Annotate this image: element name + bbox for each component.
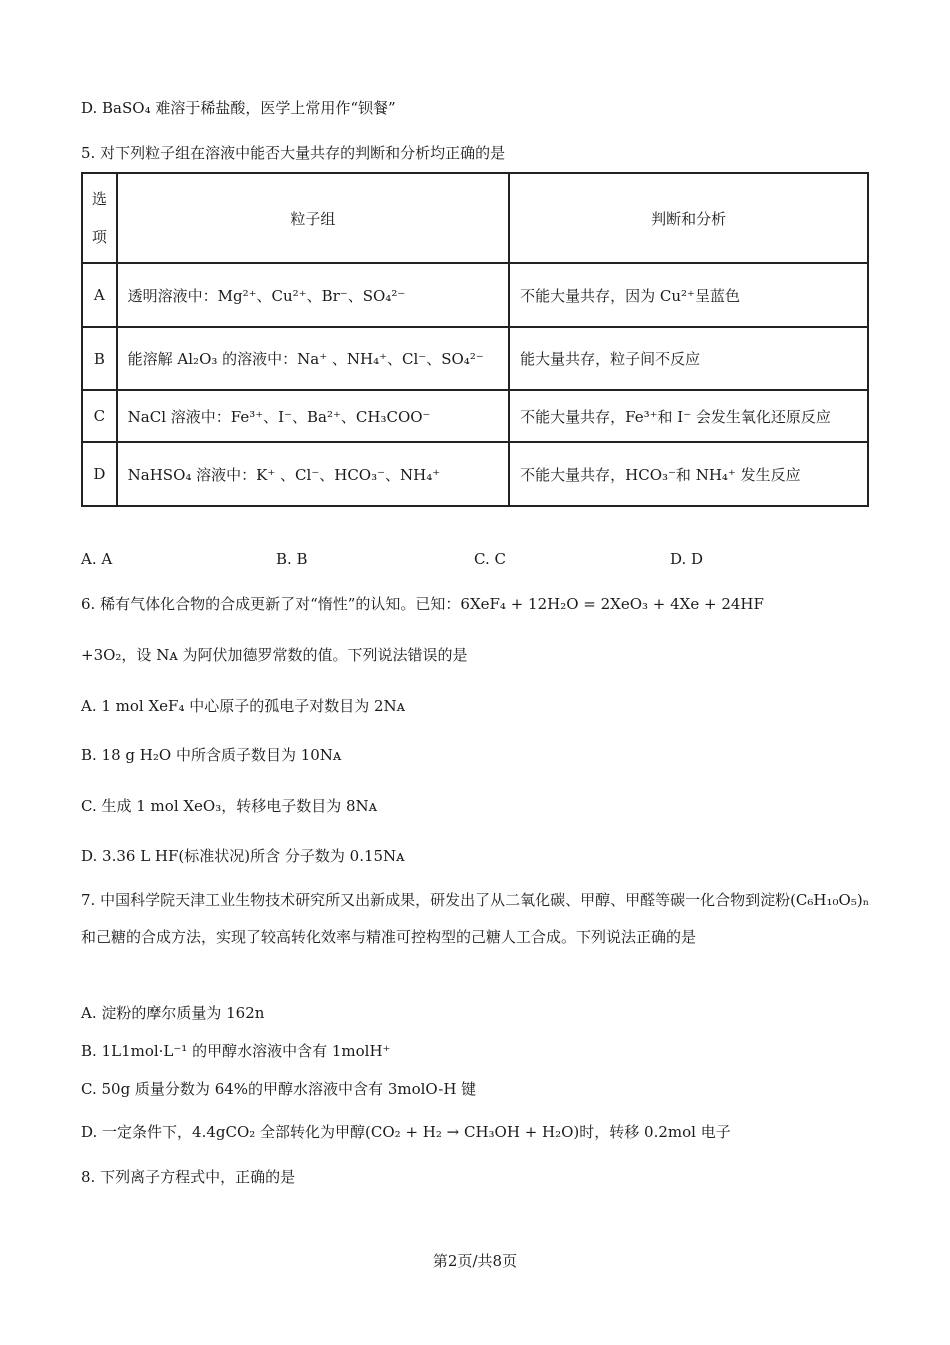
q6-option-c: C. 生成 1 mol XeO₃，转移电子数目为 8Nᴀ [81,797,378,815]
row-option: B [82,327,117,390]
q7-option-a: A. 淀粉的摩尔质量为 162n [81,1004,265,1022]
table-row [82,442,868,506]
q7-option-d: D. 一定条件下，4.4gCO₂ 全部转化为甲醇(CO₂ + H₂ → CH₃OH + H₂O)时，转移 0.2mol 电子 [81,1123,731,1141]
header-particles: 粒子组 [117,173,509,263]
row-particles: 能溶解 Al₂O₃ 的溶液中：Na⁺ 、NH₄⁺、Cl⁻、SO₄²⁻ [117,327,509,390]
q6-option-d: D. 3.36 L HF(标准状况)所含 分子数为 0.15Nᴀ [81,847,405,865]
q7-stem: 7. 中国科学院天津工业生物技术研究所又出新成果，研发出了从二氧化碳、甲醇、甲醛等碳一化合物到淀粉(C₆H₁₀O₅)ₙ 和己糖的合成方法，实现了较高转化效率与精准可控构型的己糖人工合成。下列说法正确的是 [81,891,870,946]
header-analysis: 判断和分析 [509,173,868,263]
row-analysis: 不能大量共存，HCO₃⁻和 NH₄⁺ 发生反应 [509,442,868,506]
q5-choice-b: B. B [276,550,308,568]
row-analysis: 不能大量共存，Fe³⁺和 I⁻ 会发生氧化还原反应 [509,390,868,442]
row-particles: NaHSO₄ 溶液中：K⁺ 、Cl⁻、HCO₃⁻、NH₄⁺ [117,442,509,506]
table-header-row [82,173,868,263]
table-row [82,390,868,442]
row-particles: 透明溶液中：Mg²⁺、Cu²⁺、Br⁻、SO₄²⁻ [117,263,509,327]
row-option: A [82,263,117,327]
row-option: C [82,390,117,442]
q8-stem: 8. 下列离子方程式中，正确的是 [81,1168,296,1186]
row-analysis: 不能大量共存，因为 Cu²⁺呈蓝色 [509,263,868,327]
q4-option-d: D. BaSO₄ 难溶于稀盐酸，医学上常用作“钡餐” [81,99,396,117]
q5-choice-c: C. C [474,550,506,568]
table-row [82,263,868,327]
page-number: 第2页/共8页 [432,1252,518,1270]
row-particles: NaCl 溶液中：Fe³⁺、I⁻、Ba²⁺、CH₃COO⁻ [117,390,509,442]
q5-choice-a: A. A [81,550,113,568]
row-analysis: 能大量共存，粒子间不反应 [509,327,868,390]
header-option-line1: 选 [91,190,107,208]
q6-stem-line2: +3O₂，设 Nᴀ 为阿伏加德罗常数的值。下列说法错误的是 [81,646,468,664]
q5-stem: 5. 对下列粒子组在溶液中能否大量共存的判断和分析均正确的是 [81,144,506,162]
row-option: D [82,442,117,506]
q5-choice-d: D. D [670,550,704,568]
header-option [82,173,117,263]
q5-table [81,172,869,507]
q6-option-a: A. 1 mol XeF₄ 中心原子的孤电子对数目为 2Nᴀ [81,697,406,715]
table-row [82,327,868,390]
q7-option-c: C. 50g 质量分数为 64%的甲醇水溶液中含有 3molO-H 键 [81,1080,477,1098]
q7-option-b: B. 1L1mol·L⁻¹ 的甲醇水溶液中含有 1molH⁺ [81,1042,391,1060]
header-option-line2: 项 [91,228,107,246]
q6-stem-line1: 6. 稀有气体化合物的合成更新了对“惰性”的认知。已知：6XeF₄ + 12H₂O = 2XeO₃ + 4Xe + 24HF [81,595,764,613]
q6-option-b: B. 18 g H₂O 中所含质子数目为 10Nᴀ [81,746,342,764]
